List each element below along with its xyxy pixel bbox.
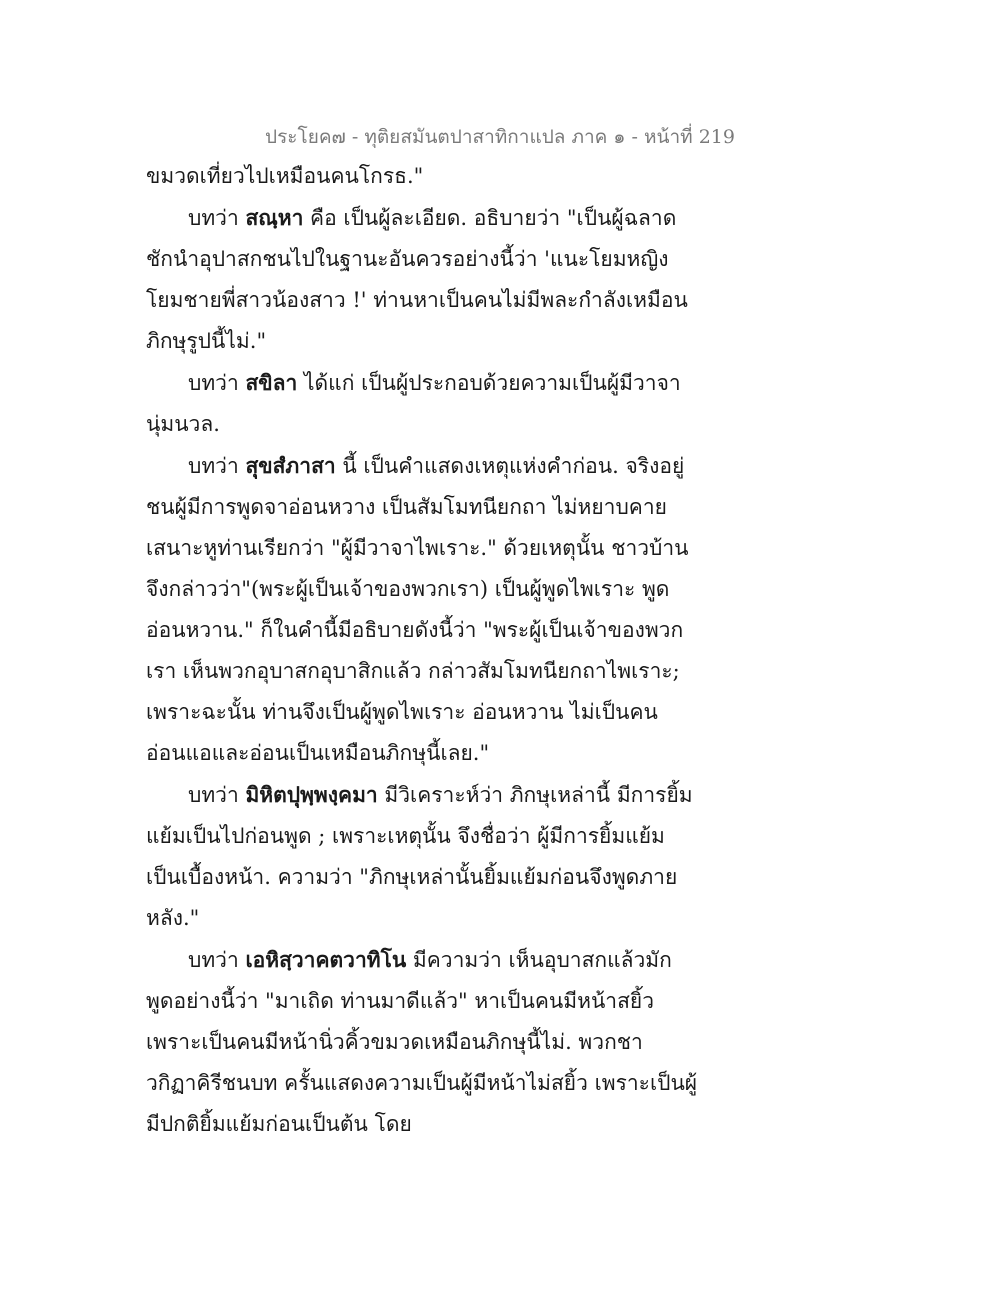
paragraph [146,939,698,1145]
paragraph-text: ได้แก่ เป็นผู้ประกอบด้วยความเป็นผู้มีวาจานุ่มนวล. [146,371,681,436]
paragraph-text: มีความว่า เห็นอุบาสกแล้วมักพูดอย่างนี้ว่า "มาเถิด ท่านมาดีแล้ว" หาเป็นคนมีหน้าสยิ้ว เพราะเป็นคนมีหน้านิ่วคิ้วขมวดเหมือนภิกษุนี้ไม่. พวกชาวกิฏาคิรีชนบท ครั้นแสดงความเป็นผู้มีหน้าไม่สยิ้ว เพราะเป็นผู้มีปกติยิ้มแย้มก่อนเป็นต้น โดย [146,948,698,1136]
paragraph-text: บทว่า [188,948,246,972]
paragraph [146,774,698,939]
pali-term: สณฺหา [245,205,304,230]
paragraph-text: บทว่า [188,783,246,807]
paragraph-text: บทว่า [188,454,246,478]
body-text [146,156,698,1145]
paragraph [146,362,698,445]
paragraph-text: มีวิเคราะห์ว่า ภิกษุเหล่านี้ มีการยิ้มแย้มเป็นไปก่อนพูด ; เพราะเหตุนั้น จึงชื่อว่า ผู้มีการยิ้มแย้มเป็นเบื้องหน้า. ความว่า "ภิกษุเหล่านั้นยิ้มแย้มก่อนจึงพูดภายหลัง." [146,783,693,930]
pali-term: มิหิตปุพฺพงฺคมา [245,782,378,807]
paragraph [146,156,698,197]
paragraph-text: คือ เป็นผู้ละเอียด. อธิบายว่า "เป็นผู้ฉลาดชักนำอุปาสกชนไปในฐานะอันควรอย่างนี้ว่า 'แนะโยมหญิง โยมชายพี่สาวน้องสาว !' ท่านหาเป็นคนไม่มีพละกำลังเหมือนภิกษุรูปนี้ไม่." [146,206,688,353]
paragraph-text: ขมวดเที่ยวไปเหมือนคนโกรธ." [146,164,424,188]
paragraph [146,197,698,362]
paragraph-text: นี้ เป็นคำแสดงเหตุแห่งคำก่อน. จริงอยู่ ชนผู้มีการพูดจาอ่อนหวาง เป็นสัมโมทนียกถา ไม่หยาบคาย เสนาะหูท่านเรียกว่า "ผู้มีวาจาไพเราะ." ด้วยเหตุนั้น ชาวบ้านจึงกล่าวว่า"(พระผู้เป็นเจ้าของพวกเรา) เป็นผู้พูดไพเราะ พูดอ่อนหวาน." ก็ในคำนี้มีอธิบายดังนี้ว่า "พระผู้เป็นเจ้าของพวกเรา เห็นพวกอุบาสกอุบาสิกแล้ว กล่าวสัมโมทนียกถาไพเราะ; เพราะฉะนั้น ท่านจึงเป็นผู้พูดไพเราะ อ่อนหวาน ไม่เป็นคนอ่อนแอและอ่อนเป็นเหมือนภิกษุนี้เลย." [146,454,689,765]
pali-term: สขิลา [245,370,298,395]
running-header: ประโยค๗ - ทุติยสมันตปาสาทิกาแปล ภาค ๑ - หน้าที่ 219 [265,126,735,148]
paragraph-text: บทว่า [188,206,246,230]
pali-term: สุขสํภาสา [245,453,336,478]
pali-term: เอหิสฺวาคตวาทิโน [245,947,407,972]
paragraph [146,445,698,774]
paragraph-text: บทว่า [188,371,246,395]
